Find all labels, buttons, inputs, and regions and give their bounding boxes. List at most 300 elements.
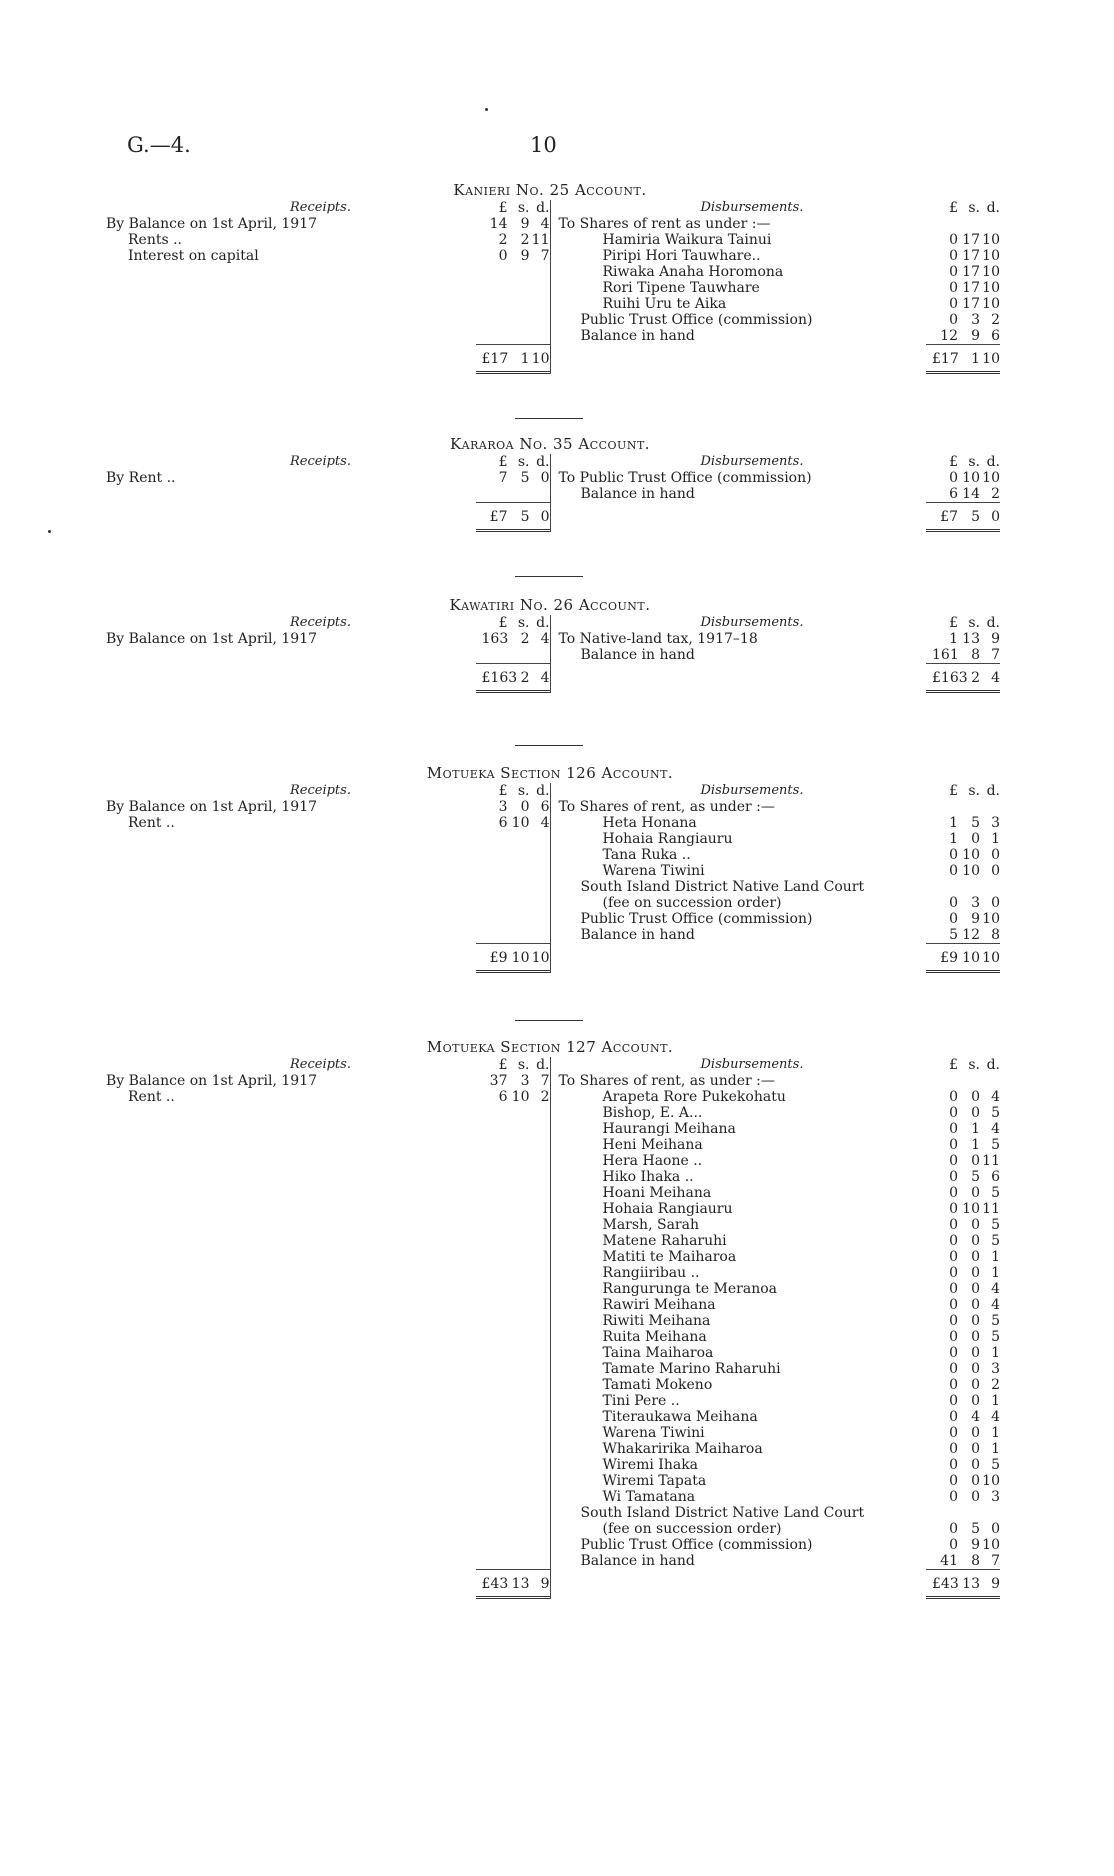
disbursement-amount-pounds: 41 <box>940 1553 958 1569</box>
disbursement-row <box>551 1393 1001 1409</box>
account-section <box>100 436 1000 532</box>
disbursement-amount-pence: 1 <box>991 831 1000 847</box>
disbursement-amount-shillings: 0 <box>971 1153 980 1169</box>
disbursement-amount-pence: 6 <box>991 328 1000 344</box>
disbursement-amount-pence: 8 <box>991 927 1000 943</box>
disbursement-row <box>551 1137 1001 1153</box>
currency-header <box>476 200 550 216</box>
total-amount-pence: 9 <box>540 1576 550 1592</box>
disbursement-amount-pounds: 5 <box>949 927 958 943</box>
disbursement-description: Balance in hand <box>580 1553 695 1569</box>
disbursement-row <box>551 1313 1001 1329</box>
disbursement-description: Hiko Ihaka .. <box>602 1169 694 1185</box>
sum-rule <box>926 663 1000 664</box>
disbursements-column <box>550 454 1001 532</box>
receipts-label: Receipts. <box>290 1057 351 1072</box>
disbursement-description: Public Trust Office (commission) <box>580 911 813 927</box>
disbursement-amount-pence: 10 <box>982 470 1000 486</box>
disbursement-row <box>551 1345 1001 1361</box>
currency-header-pence: d. <box>986 454 1000 470</box>
disbursement-amount-pence: 5 <box>991 1457 1000 1473</box>
receipts-header-row <box>100 454 550 470</box>
disbursement-amount-pounds: 0 <box>949 1377 958 1393</box>
account-section <box>100 597 1000 693</box>
disbursement-amount-pounds: 0 <box>949 1297 958 1313</box>
disbursement-row <box>551 799 1001 815</box>
disbursements-total <box>551 950 1001 966</box>
disbursement-amount-pence: 4 <box>991 1089 1000 1105</box>
currency-header-pounds: £ <box>498 200 508 216</box>
receipt-amount-pence: 4 <box>540 216 550 232</box>
disbursement-description: Hamiria Waikura Tainui <box>602 232 772 248</box>
disbursement-amount-pounds: 0 <box>949 1185 958 1201</box>
disbursement-amount-shillings: 1 <box>971 1121 980 1137</box>
disbursement-amount-pence: 4 <box>991 1121 1000 1137</box>
receipt-amount-pence: 7 <box>540 248 550 264</box>
blank-row <box>100 1505 550 1521</box>
receipt-amount-pence: 6 <box>540 799 550 815</box>
receipt-amount <box>476 1089 550 1105</box>
receipt-row <box>100 799 550 815</box>
disbursement-row <box>551 1121 1001 1137</box>
disbursement-amount-pence: 7 <box>991 1553 1000 1569</box>
disbursement-description: Haurangi Meihana <box>602 1121 736 1137</box>
disbursement-amount <box>926 1105 1000 1121</box>
receipt-row <box>100 631 550 647</box>
currency-header-shillings: s. <box>517 454 530 470</box>
disbursement-amount-shillings: 1 <box>971 1137 980 1153</box>
sum-rule <box>476 663 550 664</box>
disbursement-amount <box>926 1201 1000 1217</box>
disbursement-amount-shillings: 0 <box>971 1185 980 1201</box>
total-amount-pounds: £9 <box>940 950 958 966</box>
disbursement-amount-shillings: 0 <box>971 1457 980 1473</box>
disbursement-row <box>551 1153 1001 1169</box>
disbursement-row <box>551 1249 1001 1265</box>
currency-header-pounds: £ <box>949 454 958 470</box>
double-rule <box>926 970 1000 973</box>
disbursement-amount-shillings: 0 <box>971 1473 980 1489</box>
blank-row <box>100 1121 550 1137</box>
disbursement-amount-pounds: 161 <box>932 647 959 663</box>
currency-header <box>926 783 1000 799</box>
receipt-amount-pence: 4 <box>540 815 550 831</box>
disbursements-header-row <box>551 454 1001 470</box>
currency-header-shillings: s. <box>968 200 980 216</box>
disbursement-amount-pounds: 0 <box>949 911 958 927</box>
receipts-column <box>100 615 550 693</box>
double-rule <box>476 529 550 532</box>
speck <box>485 108 488 111</box>
blank-row <box>100 1233 550 1249</box>
disbursement-description: Hera Haone .. <box>602 1153 703 1169</box>
disbursement-amount-shillings: 9 <box>971 1537 980 1553</box>
total-amount-shillings: 2 <box>971 670 980 686</box>
disbursement-amount <box>926 799 1000 815</box>
disbursement-amount-pence: 1 <box>991 1393 1000 1409</box>
total-amount-shillings: 10 <box>511 950 530 966</box>
disbursement-amount <box>926 815 1000 831</box>
disbursement-amount-pence: 0 <box>991 1521 1000 1537</box>
disbursement-amount-pounds: 0 <box>949 1441 958 1457</box>
receipt-amount-shillings: 2 <box>520 631 530 647</box>
disbursement-amount-pence: 10 <box>982 1537 1000 1553</box>
receipt-amount-pounds: 14 <box>489 216 508 232</box>
disbursement-row <box>551 647 1001 663</box>
disbursement-row <box>551 1217 1001 1233</box>
disbursement-amount-shillings: 0 <box>971 1393 980 1409</box>
disbursement-amount-pence: 5 <box>991 1313 1000 1329</box>
disbursement-amount-shillings: 10 <box>962 470 980 486</box>
disbursement-description: To Shares of rent, as under :— <box>558 1073 775 1089</box>
receipt-amount-shillings: 10 <box>511 815 530 831</box>
disbursement-amount-pence: 10 <box>982 1473 1000 1489</box>
currency-header-pounds: £ <box>949 615 958 631</box>
disbursement-amount-pence: 10 <box>982 248 1000 264</box>
disbursement-amount-pence: 5 <box>991 1185 1000 1201</box>
disbursement-amount-pence: 10 <box>982 280 1000 296</box>
disbursement-amount-pence: 7 <box>991 647 1000 663</box>
receipt-amount-pounds: 163 <box>481 631 509 647</box>
account-section <box>100 1039 1000 1599</box>
total-amount-pounds: £7 <box>940 509 958 525</box>
disbursement-description: Bishop, E. A... <box>602 1105 703 1121</box>
disbursement-description: To Public Trust Office (commission) <box>558 470 812 486</box>
currency-header <box>476 454 550 470</box>
receipt-amount-pounds: 3 <box>498 799 508 815</box>
disbursement-amount-shillings: 0 <box>971 1233 980 1249</box>
disbursement-description: South Island District Native Land Court <box>580 879 865 895</box>
disbursements-label: Disbursements. <box>700 200 804 215</box>
disbursement-row <box>551 1297 1001 1313</box>
receipt-description: Rents .. <box>128 232 183 248</box>
disbursement-amount-pounds: 0 <box>949 264 958 280</box>
disbursement-description: Wiremi Ihaka <box>602 1457 699 1473</box>
disbursement-amount-pounds: 0 <box>949 1249 958 1265</box>
disbursement-amount-pence: 10 <box>982 296 1000 312</box>
disbursement-amount-pounds: 0 <box>949 863 958 879</box>
disbursement-description: Balance in hand <box>580 486 695 502</box>
disbursement-row <box>551 1489 1001 1505</box>
disbursement-row <box>551 1521 1001 1537</box>
disbursement-row <box>551 486 1001 502</box>
receipts-column <box>100 783 550 973</box>
receipt-amount <box>476 631 550 647</box>
blank-row <box>100 1361 550 1377</box>
blank-row <box>100 1137 550 1153</box>
disbursement-amount-pounds: 0 <box>949 847 958 863</box>
disbursement-row <box>551 1473 1001 1489</box>
disbursement-description: Ruita Meihana <box>602 1329 707 1345</box>
blank-row <box>100 1313 550 1329</box>
disbursements-label: Disbursements. <box>700 615 804 630</box>
receipt-amount <box>476 232 550 248</box>
account-title: Kararoa No. 35 Account. <box>449 435 651 453</box>
disbursement-amount-shillings: 10 <box>962 847 980 863</box>
disbursement-amount-pounds: 0 <box>949 1329 958 1345</box>
disbursement-amount-pounds: 1 <box>949 831 958 847</box>
receipt-amount-pence: 4 <box>540 631 550 647</box>
disbursement-amount-pounds: 0 <box>949 895 958 911</box>
disbursement-row <box>551 927 1001 943</box>
disbursements-label: Disbursements. <box>700 783 804 798</box>
disbursement-amount <box>926 328 1000 344</box>
disbursement-amount-pounds: 12 <box>940 328 958 344</box>
speck <box>48 530 51 533</box>
disbursement-amount-shillings: 17 <box>962 296 980 312</box>
total-amount-pence: 10 <box>982 950 1000 966</box>
blank-row <box>100 1201 550 1217</box>
double-rule <box>476 970 550 973</box>
currency-header-pounds: £ <box>498 454 508 470</box>
currency-header-pounds: £ <box>498 1057 508 1073</box>
disbursements-header-row <box>551 783 1001 799</box>
total-amount-pounds: £163 <box>481 670 518 686</box>
disbursement-row <box>551 1361 1001 1377</box>
blank-row <box>100 1169 550 1185</box>
disbursement-amount <box>926 248 1000 264</box>
blank-row <box>100 847 550 863</box>
currency-header <box>926 200 1000 216</box>
receipt-amount-shillings: 2 <box>520 232 530 248</box>
disbursement-row <box>551 895 1001 911</box>
receipts-total <box>100 670 550 686</box>
disbursement-amount-pounds: 0 <box>949 1345 958 1361</box>
disbursement-amount <box>926 1489 1000 1505</box>
disbursement-amount-pounds: 0 <box>949 1169 958 1185</box>
blank-row <box>100 911 550 927</box>
blank-row <box>100 1217 550 1233</box>
disbursement-row <box>551 1409 1001 1425</box>
currency-header-pence: d. <box>536 1057 550 1073</box>
double-rule <box>926 529 1000 532</box>
total-amount <box>476 950 550 966</box>
receipts-label: Receipts. <box>290 200 351 215</box>
blank-row <box>100 486 550 502</box>
disbursement-amount <box>926 927 1000 943</box>
disbursement-amount-shillings: 0 <box>971 1361 980 1377</box>
disbursement-amount <box>926 1281 1000 1297</box>
total-amount <box>926 670 1000 686</box>
receipt-description: Rent .. <box>128 1089 175 1105</box>
disbursement-amount-pence: 4 <box>991 1281 1000 1297</box>
disbursement-description: Tamati Mokeno <box>602 1377 713 1393</box>
disbursement-row <box>551 1169 1001 1185</box>
disbursement-row <box>551 216 1001 232</box>
total-amount-shillings: 5 <box>520 509 530 525</box>
disbursement-row <box>551 1377 1001 1393</box>
disbursement-row <box>551 264 1001 280</box>
receipt-amount <box>476 470 550 486</box>
disbursement-amount <box>926 486 1000 502</box>
section-separator <box>515 1020 583 1021</box>
total-amount <box>926 509 1000 525</box>
disbursement-amount-shillings: 3 <box>971 312 980 328</box>
total-amount-pounds: £163 <box>932 670 968 686</box>
disbursement-amount-pence: 0 <box>991 847 1000 863</box>
disbursement-amount <box>926 1169 1000 1185</box>
disbursement-amount-shillings: 0 <box>971 1217 980 1233</box>
receipt-amount-pounds: 2 <box>498 232 508 248</box>
currency-header-shillings: s. <box>517 783 530 799</box>
receipts-column <box>100 200 550 374</box>
blank-row <box>100 1153 550 1169</box>
receipt-row <box>100 1073 550 1089</box>
receipt-amount-pence: 7 <box>540 1073 550 1089</box>
disbursement-amount-pounds: 0 <box>949 1265 958 1281</box>
disbursement-description: South Island District Native Land Court <box>580 1505 865 1521</box>
disbursement-amount <box>926 847 1000 863</box>
receipt-description: By Balance on 1st April, 1917 <box>106 631 318 647</box>
disbursement-amount-pounds: 0 <box>949 1473 958 1489</box>
disbursement-description: Warena Tiwini <box>602 1425 705 1441</box>
page-number: 10 <box>530 133 557 157</box>
receipt-amount-shillings: 9 <box>520 248 530 264</box>
disbursement-amount <box>926 1217 1000 1233</box>
receipts-total <box>100 950 550 966</box>
disbursement-amount-shillings: 5 <box>971 1169 980 1185</box>
receipts-header-row <box>100 1057 550 1073</box>
disbursement-description: Rawiri Meihana <box>602 1297 716 1313</box>
currency-header <box>476 1057 550 1073</box>
currency-header-shillings: s. <box>968 783 980 799</box>
currency-header-shillings: s. <box>968 615 980 631</box>
disbursement-amount-shillings: 8 <box>971 1553 980 1569</box>
disbursement-amount-pence: 6 <box>991 1169 1000 1185</box>
disbursement-row <box>551 1265 1001 1281</box>
total-amount-pence: 10 <box>531 351 550 367</box>
disbursement-amount-pence: 11 <box>982 1201 1000 1217</box>
disbursement-description: Piripi Hori Tauwhare.. <box>602 248 761 264</box>
disbursement-description: Hohaia Rangiauru <box>602 1201 733 1217</box>
disbursement-amount-pence: 9 <box>991 631 1000 647</box>
disbursement-amount-shillings: 9 <box>971 328 980 344</box>
disbursement-description: Titeraukawa Meihana <box>602 1409 758 1425</box>
disbursement-row <box>551 911 1001 927</box>
blank-row <box>100 1377 550 1393</box>
disbursement-amount <box>926 1185 1000 1201</box>
disbursement-description: Rori Tipene Tauwhare <box>602 280 760 296</box>
disbursement-amount-pounds: 0 <box>949 1281 958 1297</box>
disbursement-row <box>551 831 1001 847</box>
receipts-label: Receipts. <box>290 454 351 469</box>
disbursement-amount-shillings: 0 <box>971 1441 980 1457</box>
disbursement-amount <box>926 1249 1000 1265</box>
disbursement-amount-shillings: 0 <box>971 1249 980 1265</box>
disbursements-column <box>550 1057 1001 1599</box>
account-title: Kanieri No. 25 Account. <box>453 181 647 199</box>
disbursement-amount-pence: 5 <box>991 1105 1000 1121</box>
disbursement-description: Matiti te Maiharoa <box>602 1249 737 1265</box>
total-amount-pounds: £43 <box>481 1576 509 1592</box>
disbursement-amount-pence: 10 <box>982 911 1000 927</box>
receipt-row <box>100 232 550 248</box>
total-amount <box>926 351 1000 367</box>
blank-row <box>100 1345 550 1361</box>
receipt-amount <box>476 248 550 264</box>
disbursement-amount <box>926 1313 1000 1329</box>
disbursement-amount-pence: 5 <box>991 1137 1000 1153</box>
blank-row <box>100 296 550 312</box>
blank-row <box>100 863 550 879</box>
disbursement-amount-shillings: 10 <box>962 1201 980 1217</box>
disbursement-amount-pounds: 0 <box>949 1217 958 1233</box>
total-amount-pence: 4 <box>991 670 1000 686</box>
account-title: Kawatiri No. 26 Account. <box>449 596 651 614</box>
currency-header-shillings: s. <box>968 1057 980 1073</box>
disbursement-amount-pounds: 0 <box>949 1409 958 1425</box>
disbursement-amount-shillings: 0 <box>971 1425 980 1441</box>
disbursement-amount-pence: 4 <box>991 1409 1000 1425</box>
disbursement-amount-pence: 11 <box>982 1153 1000 1169</box>
account-body <box>100 1057 1000 1599</box>
disbursement-amount-pounds: 0 <box>949 1137 958 1153</box>
disbursement-amount <box>926 879 1000 895</box>
disbursement-description: Warena Tiwini <box>602 863 705 879</box>
disbursement-amount-pounds: 0 <box>949 470 958 486</box>
sum-rule <box>926 943 1000 944</box>
disbursement-description: Riwiti Meihana <box>602 1313 711 1329</box>
disbursements-column <box>550 615 1001 693</box>
disbursement-amount <box>926 1393 1000 1409</box>
disbursement-row <box>551 1537 1001 1553</box>
currency-header <box>926 454 1000 470</box>
section-separator <box>515 418 583 419</box>
disbursement-amount <box>926 1441 1000 1457</box>
currency-header-pence: d. <box>986 615 1000 631</box>
disbursement-description: Rangurunga te Meranoa <box>602 1281 778 1297</box>
currency-header <box>476 615 550 631</box>
disbursement-amount-shillings: 0 <box>971 831 980 847</box>
disbursements-column <box>550 200 1001 374</box>
disbursement-description: Public Trust Office (commission) <box>580 312 813 328</box>
disbursement-amount <box>926 1521 1000 1537</box>
blank-row <box>100 647 550 663</box>
section-separator <box>515 745 583 746</box>
receipt-amount <box>476 216 550 232</box>
currency-header-pence: d. <box>986 783 1000 799</box>
blank-row <box>100 1553 550 1569</box>
disbursement-description: Hohaia Rangiauru <box>602 831 733 847</box>
disbursements-total <box>551 509 1001 525</box>
disbursement-amount-shillings: 0 <box>971 1345 980 1361</box>
disbursement-description: Heni Meihana <box>602 1137 703 1153</box>
receipt-description: Interest on capital <box>128 248 259 264</box>
disbursement-amount-pence: 0 <box>991 863 1000 879</box>
receipt-amount-pounds: 0 <box>498 248 508 264</box>
double-rule <box>926 690 1000 693</box>
disbursement-amount-shillings: 17 <box>962 264 980 280</box>
receipt-row <box>100 216 550 232</box>
total-amount <box>926 950 1000 966</box>
disbursement-amount-pounds: 0 <box>949 280 958 296</box>
disbursement-amount-pounds: 0 <box>949 1521 958 1537</box>
disbursement-amount <box>926 1409 1000 1425</box>
disbursement-amount-shillings: 0 <box>971 1105 980 1121</box>
disbursement-amount-pounds: 0 <box>949 296 958 312</box>
blank-row <box>100 895 550 911</box>
receipt-amount <box>476 799 550 815</box>
currency-header-pence: d. <box>536 200 550 216</box>
receipt-description: By Rent .. <box>106 470 176 486</box>
disbursement-amount <box>926 631 1000 647</box>
disbursement-amount <box>926 1377 1000 1393</box>
disbursement-amount-shillings: 0 <box>971 1265 980 1281</box>
total-amount-pounds: £17 <box>481 351 509 367</box>
receipt-amount-shillings: 5 <box>520 470 530 486</box>
disbursement-amount <box>926 647 1000 663</box>
total-amount <box>476 670 550 686</box>
